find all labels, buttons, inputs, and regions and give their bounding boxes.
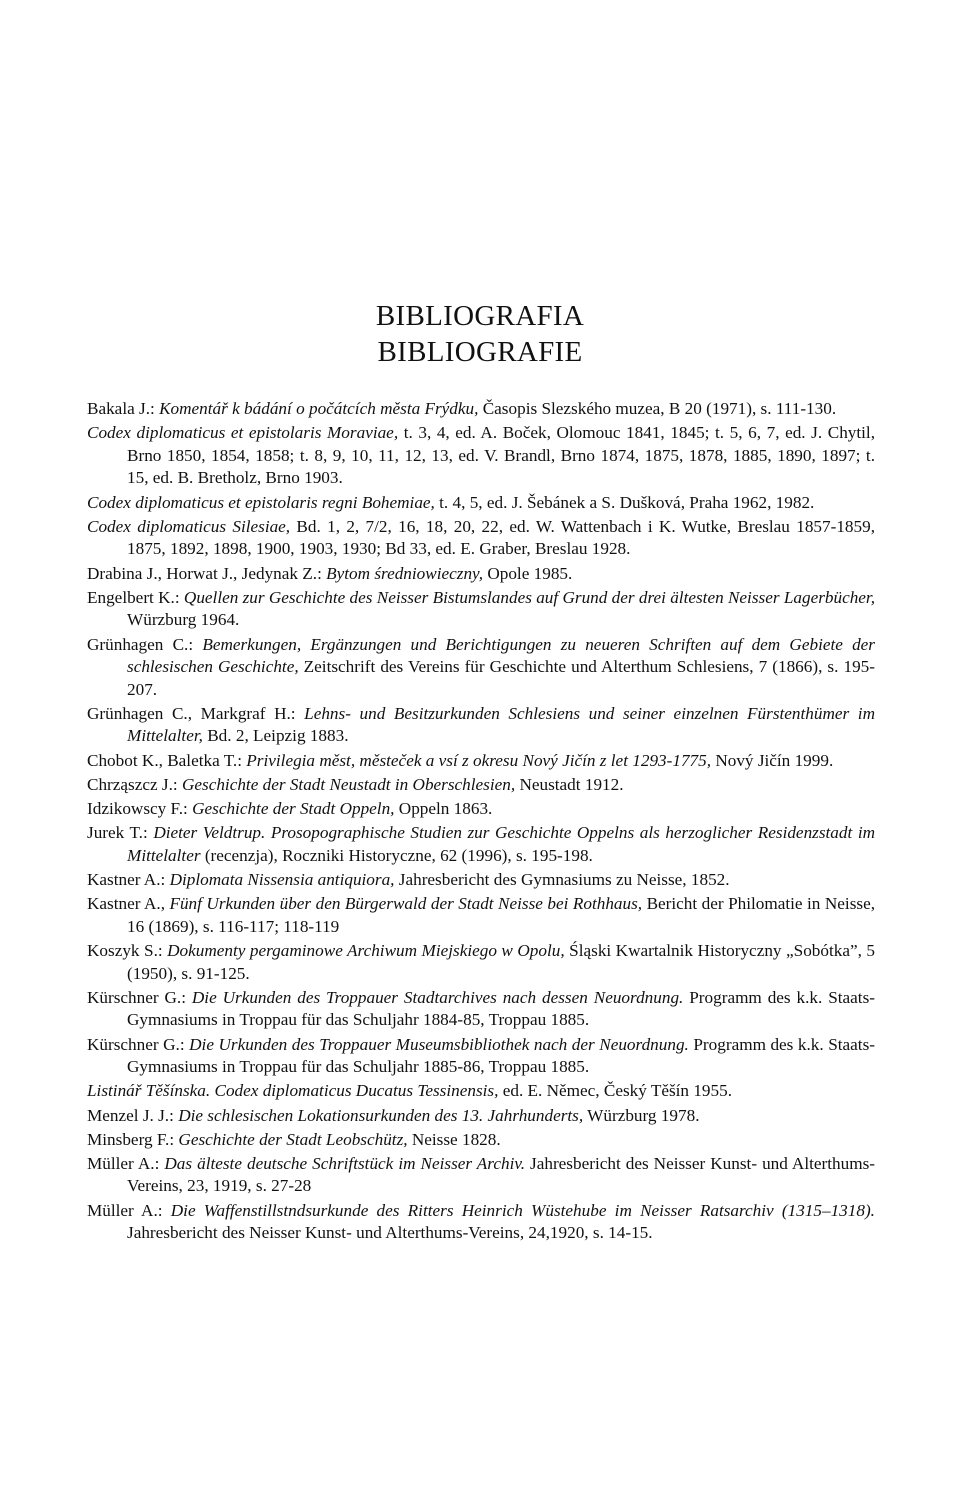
bibliography-entry	[87, 1153, 875, 1198]
entry-title: Lehns- und Besitzurkunden Schlesiens und seiner einzelnen Fürstenthümer im Mittelalter,	[127, 703, 875, 746]
bibliography-entry	[87, 987, 875, 1032]
entry-author: Jurek T.:	[87, 823, 154, 843]
bibliography-entry	[87, 1080, 875, 1103]
entry-author: Müller A.:	[87, 1200, 171, 1220]
entry-title: Bytom średniowieczny,	[326, 563, 484, 583]
entry-publication: Jahresbericht des Neisser Kunst- und Alterthums-Vereins, 23, 1919, s. 27-28	[127, 1153, 875, 1196]
entry-title: Geschichte der Stadt Neustadt in Oberschlesien,	[181, 774, 516, 794]
entry-title: Geschichte der Stadt Leobschütz,	[178, 1129, 408, 1149]
entry-author: Kastner A.,	[87, 894, 170, 914]
entry-author: Chrząszcz J.:	[87, 774, 182, 794]
entry-publication: Jahresbericht des Neisser Kunst- und Alterthums-Vereins, 24,1920, s. 14-15.	[127, 1223, 653, 1243]
entry-publication: Neisse 1828.	[407, 1129, 501, 1149]
entry-title: Die schlesischen Lokationsurkunden des 13. Jahrhunderts,	[178, 1105, 584, 1125]
entry-title: Die Waffenstillstndsurkunde des Ritters Heinrich Wüstehube im Neisser Ratsarchiv (1315–1318).	[170, 1200, 875, 1220]
entry-author: Müller A.:	[87, 1153, 165, 1173]
entry-publication: Bd. 1, 2, 7/2, 16, 18, 20, 22, ed. W. Wattenbach i K. Wutke, Breslau 1857-1859, 1875, 1892, 1898, 1900, 1903, 1930; Bd 33, ed. E. Graber, Breslau 1928.	[127, 516, 875, 559]
entry-author: Chobot K., Baletka T.:	[87, 750, 247, 770]
bibliography-entry	[87, 774, 875, 797]
entry-title: Dieter Veldtrup. Prosopographische Studien zur Geschichte Oppelns als herzoglicher Residenzstadt im Mittelalter	[127, 823, 876, 865]
entry-title: Codex diplomaticus et epistolaris Moraviae,	[87, 423, 399, 443]
entry-author: Grünhagen C., Markgraf H.:	[87, 703, 305, 723]
bibliography-entry	[87, 398, 875, 421]
bibliography-entry	[87, 703, 875, 748]
entry-publication: Programm des k.k. Staats-Gymnasiums in Troppau für das Schuljahr 1884-85, Troppau 1885.	[127, 987, 875, 1030]
entry-publication: t. 3, 4, ed. A. Boček, Olomouc 1841, 1845; t. 5, 6, 7, ed. J. Chytil, Brno 1850, 1854, 1858; t. 8, 9, 10, 11, 12, 13, ed. V. Brandl, Brno 1874, 1875, 1878, 1885, 1890, 1897; t. 15, ed. B. Bretholz, Brno 1903.	[127, 423, 875, 488]
bibliography-entry	[87, 492, 875, 515]
entry-publication: Nový Jičín 1999.	[711, 750, 834, 770]
entry-author: Menzel J. J.:	[87, 1105, 179, 1125]
bibliography-entry	[87, 869, 875, 892]
entry-publication: Neustadt 1912.	[515, 774, 624, 794]
bibliography-entry	[87, 822, 875, 867]
bibliography-entry	[87, 516, 875, 561]
bibliography-entry	[87, 1034, 875, 1079]
entry-publication: Programm des k.k. Staats-Gymnasiums in Troppau für das Schuljahr 1885-86, Troppau 1885.	[127, 1034, 875, 1077]
entry-title: Die Urkunden des Troppauer Museumsbibliothek nach der Neuordnung.	[189, 1034, 689, 1054]
bibliography-entry	[87, 1200, 875, 1245]
entry-title: Das älteste deutsche Schriftstück im Neisser Archiv.	[164, 1153, 526, 1173]
entry-title: Komentář k bádání o počátcích města Frýdku,	[159, 399, 479, 418]
entry-author: Bakala J.:	[87, 399, 160, 418]
bibliography-entry	[87, 634, 875, 702]
entry-author: Engelbert K.:	[87, 587, 184, 607]
entry-publication: (recenzja), Roczniki Historyczne, 62 (1996), s. 195-198.	[200, 845, 593, 865]
entry-publication: Časopis Slezského muzea, B 20 (1971), s. 111-130.	[478, 399, 837, 418]
entry-title: Diplomata Nissensia antiquiora,	[169, 870, 395, 889]
bibliography-entry	[87, 587, 875, 632]
entry-author: Minsberg F.:	[87, 1129, 179, 1149]
entry-author: Drabina J., Horwat J., Jedynak Z.:	[87, 563, 327, 583]
entry-author: Kastner A.:	[87, 870, 170, 889]
entry-publication: Würzburg 1964.	[127, 610, 240, 630]
page-title-czech: BIBLIOGRAFIE	[377, 336, 583, 368]
entry-title: Dokumenty pergaminowe Archiwum Miejskiego w Opolu,	[167, 940, 565, 960]
bibliography-entry	[87, 940, 875, 985]
entry-publication: Bd. 2, Leipzig 1883.	[202, 726, 349, 746]
entry-publication: Würzburg 1978.	[583, 1105, 700, 1125]
bibliography-entry	[87, 750, 875, 773]
entry-title: Geschichte der Stadt Oppeln,	[192, 799, 395, 819]
entry-publication: Opole 1985.	[483, 563, 573, 583]
entry-title: Codex diplomaticus Silesiae,	[87, 516, 291, 536]
entry-author: Kürschner G.:	[87, 987, 192, 1007]
entry-publication: Jahresbericht des Gymnasiums zu Neisse, 1852.	[394, 870, 730, 889]
entry-title: Codex diplomaticus et epistolaris regni Bohemiae,	[87, 492, 435, 512]
entry-title: Quellen zur Geschichte des Neisser Bistumslandes auf Grund der drei ältesten Neisser Lagerbücher,	[183, 587, 876, 607]
bibliography-entry	[87, 1105, 875, 1128]
page-titles	[0, 298, 960, 370]
entry-title: Fünf Urkunden über den Bürgerwald der Stadt Neisse bei Rothhaus,	[169, 894, 643, 914]
bibliography-list	[87, 398, 875, 1246]
entry-title: Die Urkunden des Troppauer Stadtarchives nach dessen Neuordnung.	[191, 987, 684, 1007]
bibliography-entry	[87, 563, 875, 586]
entry-title: Privilegia měst, městeček a vsí z okresu Nový Jičín z let 1293-1775,	[246, 750, 712, 770]
entry-author: Grünhagen C.:	[87, 634, 203, 654]
page-title-polish: BIBLIOGRAFIA	[375, 300, 585, 332]
entry-publication: Bericht der Philomatie in Neisse, 16 (1869), s. 116-117; 118-119	[127, 894, 875, 936]
entry-author: Kürschner G.:	[87, 1034, 190, 1054]
entry-author: Idzikowscy F.:	[87, 799, 193, 819]
entry-publication: Oppeln 1863.	[394, 799, 493, 819]
entry-publication: ed. E. Němec, Český Těšín 1955.	[498, 1081, 732, 1101]
bibliography-entry	[87, 798, 875, 821]
bibliography-entry	[87, 893, 875, 938]
entry-title: Bemerkungen, Ergänzungen und Berichtigungen zu neueren Schriften auf dem Gebiete der schlesischen Geschichte,	[127, 634, 875, 677]
entry-publication: Zeitschrift des Vereins für Geschichte und Alterthum Schlesiens, 7 (1866), s. 195-207.	[127, 657, 875, 699]
entry-publication: Śląski Kwartalnik Historyczny „Sobótka”, 5 (1950), s. 91-125.	[127, 940, 875, 983]
entry-author: Koszyk S.:	[87, 940, 168, 960]
entry-publication: t. 4, 5, ed. J. Šebánek a S. Dušková, Praha 1962, 1982.	[434, 492, 815, 512]
bibliography-entry	[87, 422, 875, 490]
bibliography-entry	[87, 1129, 875, 1152]
entry-title: Listinář Těšínska. Codex diplomaticus Ducatus Tessinensis,	[87, 1081, 499, 1101]
